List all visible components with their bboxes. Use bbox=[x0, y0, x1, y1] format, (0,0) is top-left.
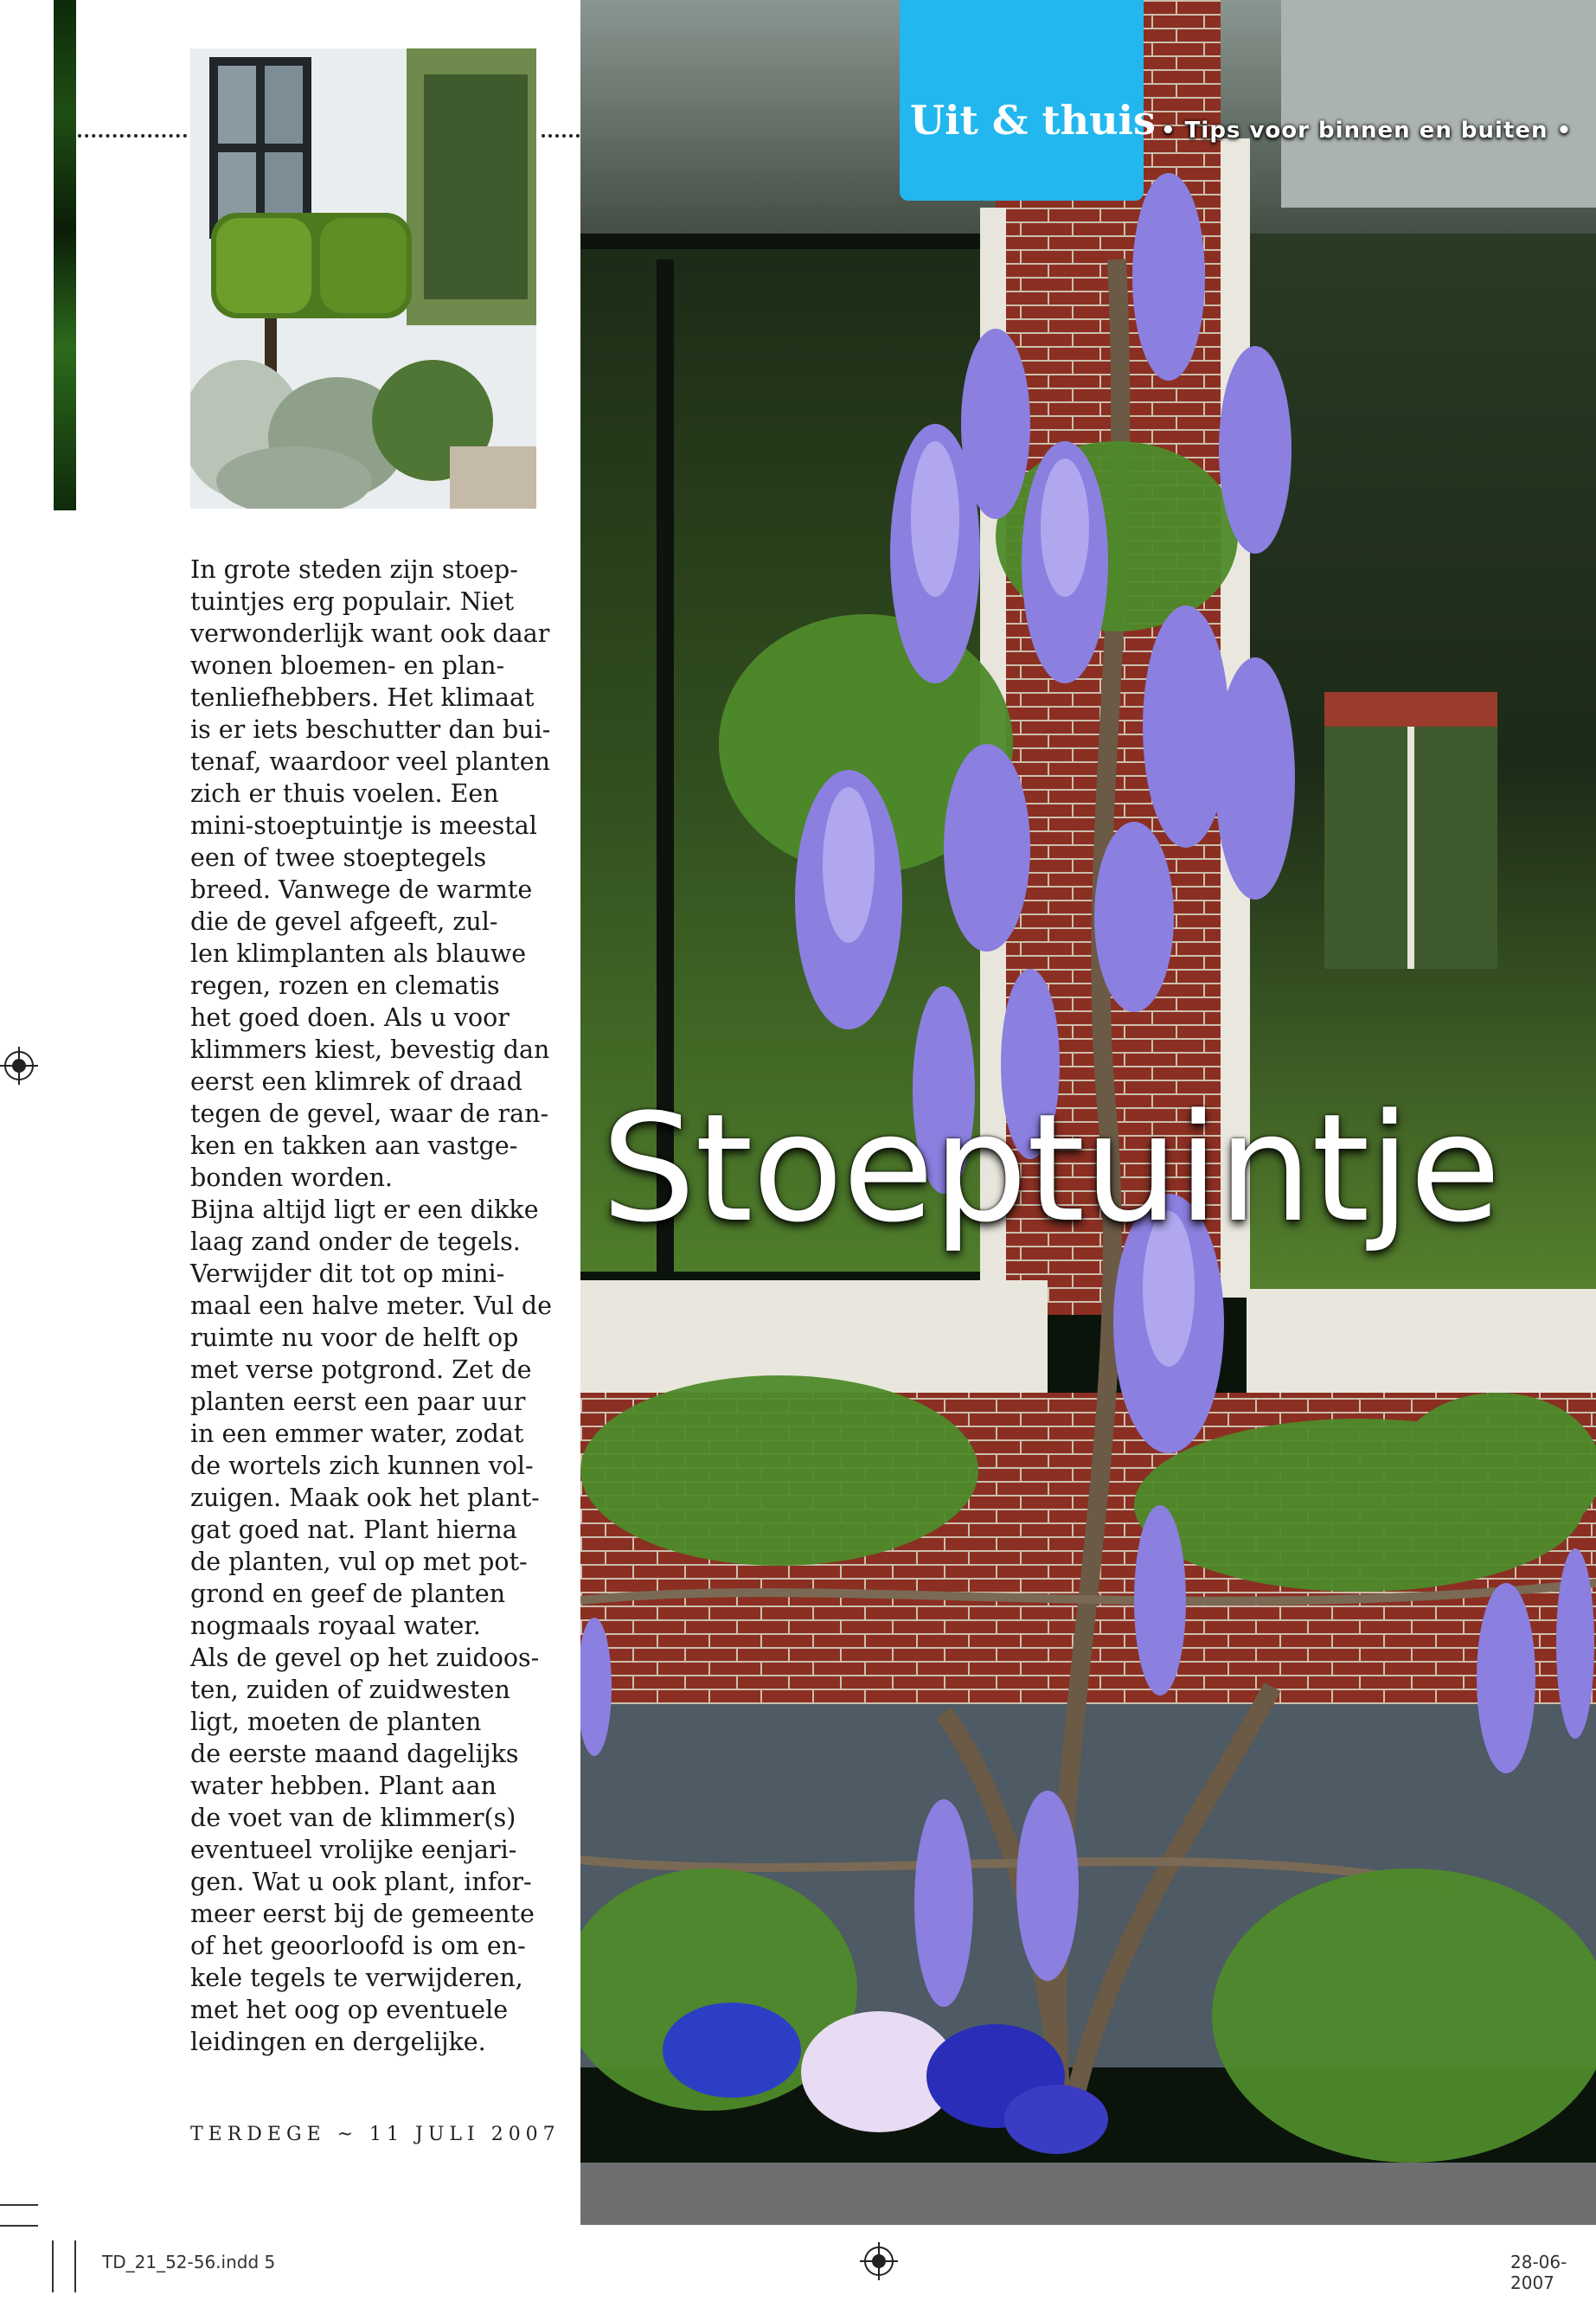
article-line: de voet van de klimmer(s) bbox=[190, 1804, 516, 1832]
article-line: zich er thuis voelen. Een bbox=[190, 779, 499, 808]
registration-mark-icon bbox=[0, 1047, 38, 1085]
article-line: tenaf, waardoor veel planten bbox=[190, 747, 550, 776]
article-paragraph bbox=[190, 554, 553, 2058]
article-line: zuigen. Maak ook het plant- bbox=[190, 1484, 540, 1512]
article-line: grond en geef de planten bbox=[190, 1580, 506, 1608]
article-line: wonen bloemen- en plan- bbox=[190, 651, 505, 680]
article-line: maal een halve meter. Vul de bbox=[190, 1292, 553, 1320]
article-line: meer eerst bij de gemeente bbox=[190, 1900, 535, 1928]
article-line: is er iets beschutter dan bui- bbox=[190, 715, 551, 744]
article-line: die de gevel afgeeft, zul- bbox=[190, 907, 498, 936]
article-line: de planten, vul op met pot- bbox=[190, 1548, 528, 1576]
section-title: Uit & thuis bbox=[910, 97, 1156, 144]
article-line: of het geoorloofd is om en- bbox=[190, 1932, 526, 1960]
article-line: tegen de gevel, waar de ran- bbox=[190, 1099, 549, 1128]
article-line: len klimplanten als blauwe bbox=[190, 939, 527, 968]
article-line: verwonderlijk want ook daar bbox=[190, 619, 550, 648]
article-line: mini-stoeptuintje is meestal bbox=[190, 811, 537, 840]
article-line: klimmers kiest, bevestig dan bbox=[190, 1035, 550, 1064]
print-slug-file: TD_21_52-56.indd 5 bbox=[102, 2252, 276, 2272]
article-body bbox=[190, 554, 553, 2058]
article-line: een of twee stoeptegels bbox=[190, 843, 487, 872]
article-line: ken en takken aan vastge- bbox=[190, 1131, 518, 1160]
article-line: eventueel vrolijke eenjari- bbox=[190, 1836, 517, 1864]
crop-mark bbox=[0, 2225, 38, 2227]
article-line: laag zand onder de tegels. bbox=[190, 1227, 521, 1256]
registration-mark-icon bbox=[860, 2242, 898, 2280]
article-line: gen. Wat u ook plant, infor- bbox=[190, 1868, 532, 1896]
article-line: kele tegels te verwijderen, bbox=[190, 1964, 523, 1992]
article-line: breed. Vanwege de warmte bbox=[190, 875, 533, 904]
article-line: leidingen en dergelijke. bbox=[190, 2028, 486, 2056]
garden-photo bbox=[190, 48, 536, 509]
article-line: In grote steden zijn stoep- bbox=[190, 555, 518, 584]
article-line: nogmaals royaal water. bbox=[190, 1612, 481, 1640]
garden-photo-illustration bbox=[190, 48, 536, 509]
article-line: regen, rozen en clematis bbox=[190, 971, 500, 1000]
article-line: eerst een klimrek of draad bbox=[190, 1067, 522, 1096]
article-line: Bijna altijd ligt er een dikke bbox=[190, 1195, 539, 1224]
article-line: tenliefhebbers. Het klimaat bbox=[190, 683, 535, 712]
article-line: de wortels zich kunnen vol- bbox=[190, 1452, 534, 1480]
article-line: Verwijder dit tot op mini- bbox=[190, 1259, 505, 1288]
crop-mark bbox=[52, 2240, 54, 2292]
left-photo-strip bbox=[54, 0, 76, 510]
article-line: water hebben. Plant aan bbox=[190, 1772, 497, 1800]
article-line: ligt, moeten de planten bbox=[190, 1708, 482, 1736]
article-line: planten eerst een paar uur bbox=[190, 1388, 526, 1416]
article-line: met verse potgrond. Zet de bbox=[190, 1356, 532, 1384]
crop-mark bbox=[0, 2204, 38, 2206]
crop-mark bbox=[74, 2240, 76, 2292]
article-line: met het oog op eventuele bbox=[190, 1996, 509, 2024]
article-line: tuintjes erg populair. Niet bbox=[190, 587, 515, 616]
section-subtitle: • Tips voor binnen en buiten • bbox=[1161, 118, 1573, 144]
article-line: Als de gevel op het zuidoos- bbox=[190, 1644, 540, 1672]
dotted-rule-left bbox=[78, 134, 187, 138]
headline: Stoeptuintje bbox=[601, 1081, 1501, 1255]
article-line: in een emmer water, zodat bbox=[190, 1420, 524, 1448]
footer-credit: TERDEGE ~ 11 JULI 2007 bbox=[190, 2124, 561, 2145]
article-line: ruimte nu voor de helft op bbox=[190, 1324, 519, 1352]
article-line: het goed doen. Als u voor bbox=[190, 1003, 510, 1032]
article-line: bonden worden. bbox=[190, 1163, 393, 1192]
article-line: ten, zuiden of zuidwesten bbox=[190, 1676, 510, 1704]
article-line: de eerste maand dagelijks bbox=[190, 1740, 519, 1768]
print-slug-date: 28-06-2007 bbox=[1510, 2252, 1567, 2293]
article-line: gat goed nat. Plant hierna bbox=[190, 1516, 517, 1544]
